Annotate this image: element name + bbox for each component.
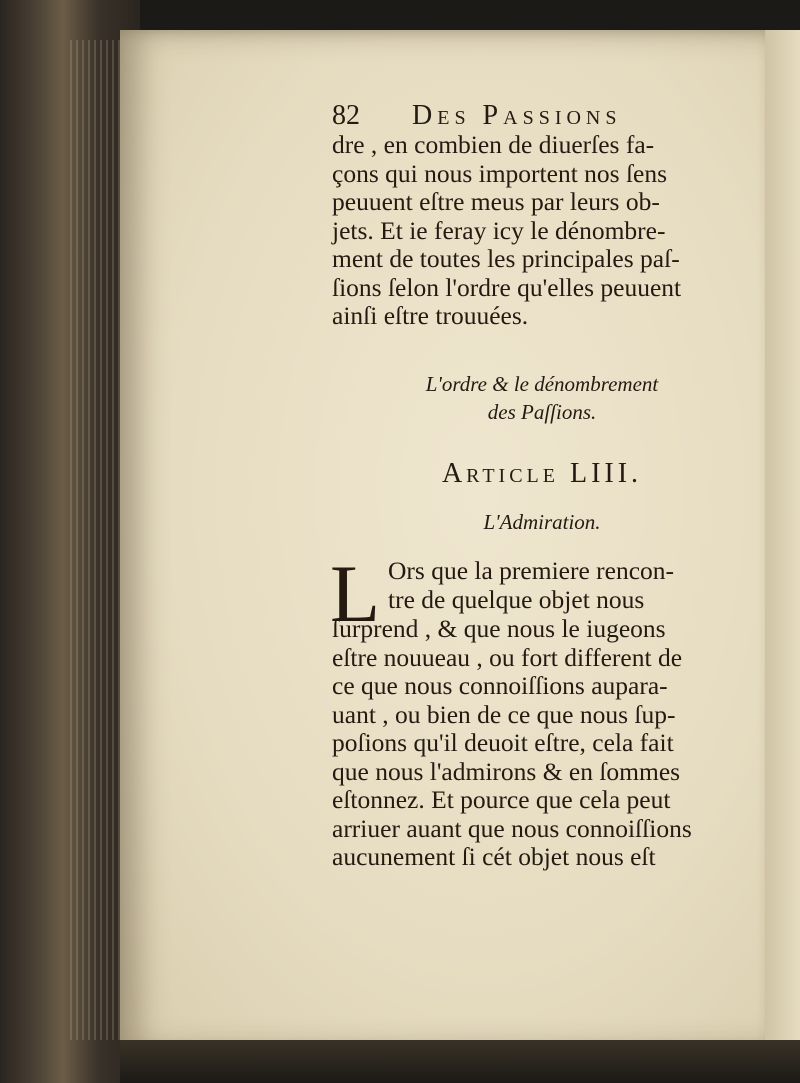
bottom-shadow	[120, 1040, 800, 1083]
article-subtitle: L'Admiration.	[483, 510, 601, 534]
next-page-edge	[765, 30, 800, 1060]
book-binding	[0, 0, 140, 1083]
page-number: 82	[332, 100, 360, 131]
text-line: ce que nous connoiſſions aupara-	[332, 671, 668, 700]
text-line: ment de toutes les principales paſ-	[332, 244, 680, 273]
text-line: jets. Et ie feray icy le dénombre-	[332, 215, 666, 245]
body-first-lines	[388, 557, 752, 614]
text-line: ſions ſelon l'ordre qu'elles peuuent	[332, 272, 682, 302]
text-line: peuuent eſtre meus par leurs ob-	[332, 187, 660, 216]
drop-cap: L	[330, 548, 381, 639]
intro-paragraph	[332, 131, 752, 331]
text-line: ſurprend , & que nous le iugeons	[332, 614, 666, 643]
text-line: dre , en combien de diuerſes fa-	[332, 130, 655, 159]
text-line: Ors que la premiere rencon-	[388, 556, 675, 585]
text-line: eſtonnez. Et pource que cela peut	[332, 785, 671, 814]
text-line: arriuer auant que nous connoiſſions	[332, 813, 692, 843]
text-line: ainſi eſtre trouuées.	[332, 301, 529, 330]
text-line: aucunement ſi cét objet nous eſt	[332, 842, 656, 871]
text-line: eſtre nouueau , ou fort different de	[332, 642, 683, 672]
text-line: çons qui nous importent nos ſens	[332, 158, 668, 188]
running-head: Des Passions	[412, 100, 622, 131]
body-paragraph	[332, 615, 752, 872]
article-heading: Article LIII.	[441, 458, 643, 489]
section-title	[332, 370, 752, 426]
text-line: poſions qu'il deuoit eſtre, cela fait	[332, 728, 674, 757]
section-title-line: L'ordre & le dénombrement	[425, 372, 659, 396]
section-title-line: des Paſſions.	[487, 400, 597, 424]
text-line: uant , ou bien de ce que nous ſup-	[332, 699, 676, 729]
text-line: que nous l'admirons & en ſommes	[332, 756, 681, 786]
text-line: tre de quelque objet nous	[388, 584, 645, 614]
